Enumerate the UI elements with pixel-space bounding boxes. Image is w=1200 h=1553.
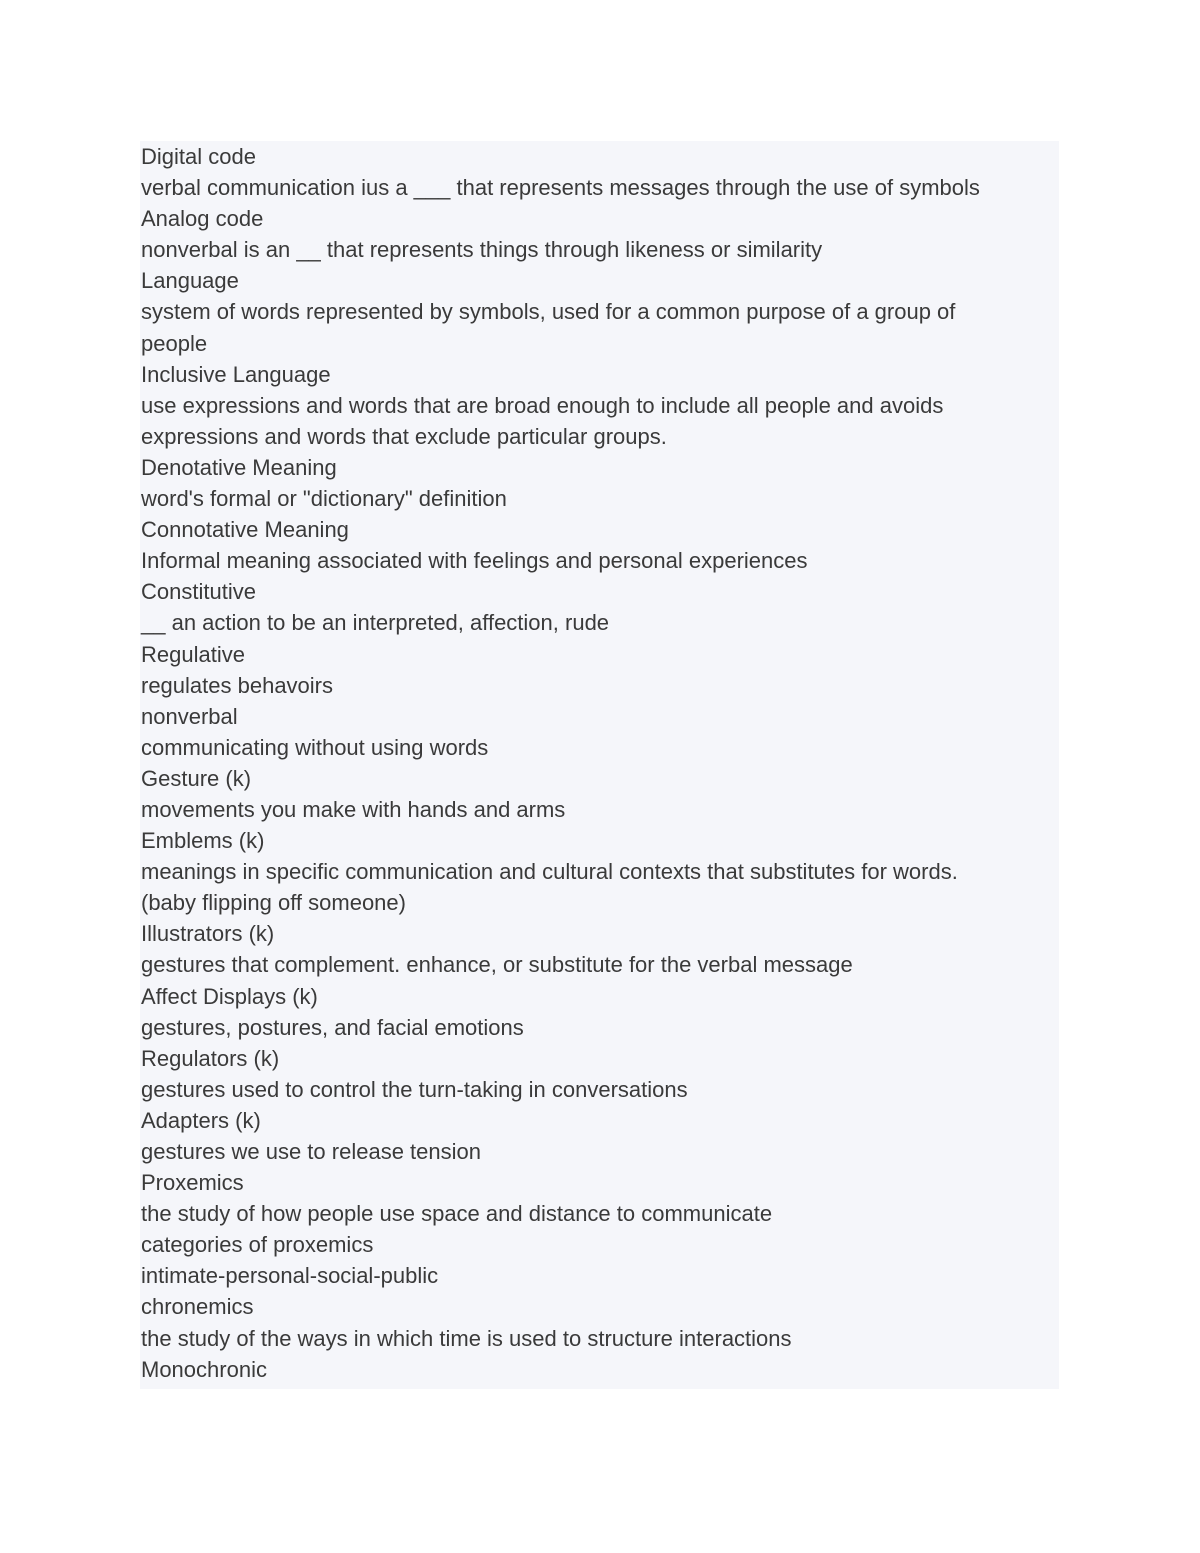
text-line: nonverbal [141,703,238,729]
text-line: Affect Displays (k) [141,983,318,1009]
text-line: the study of how people use space and distance to communicate [141,1201,773,1227]
text-line: regulates behavoirs [141,672,334,698]
text-line: communicating without using words [141,734,489,760]
text-line: gestures used to control the turn-taking in conversations [141,1076,688,1102]
text-line: Denotative Meaning [141,454,337,480]
text-line: meanings in specific communication and cultural contexts that substitutes for words. [141,859,958,885]
text-line: system of words represented by symbols, used for a common purpose of a group of [141,299,956,325]
text-lines [141,141,1056,1385]
text-line: movements you make with hands and arms [141,796,566,822]
text-line: Regulative [141,641,245,667]
text-line: expressions and words that exclude particular groups. [141,423,667,449]
text-line: gestures we use to release tension [141,1139,481,1164]
text-line: Analog code [141,206,264,232]
text-line: Adapters (k) [141,1107,261,1133]
text-line: __ an action to be an interpreted, affection, rude [141,610,610,636]
document-text-block [140,141,1059,1389]
text-line: nonverbal is an __ that represents things through likeness or similarity [141,237,823,263]
text-line: Constitutive [141,579,256,605]
text-line: people [141,330,208,356]
text-line: Language [141,268,239,294]
text-line: Gesture (k) [141,765,252,791]
text-line: Connotative Meaning [141,517,349,543]
text-line: Digital code [141,144,256,169]
text-line: chronemics [141,1294,254,1320]
text-line: the study of the ways in which time is used to structure interactions [141,1325,792,1351]
text-line: Informal meaning associated with feelings and personal experiences [141,548,808,574]
text-line: Inclusive Language [141,361,331,387]
text-line: Emblems (k) [141,828,265,854]
text-line: intimate-personal-social-public [141,1263,439,1289]
text-line: Proxemics [141,1170,244,1196]
text-line: categories of proxemics [141,1232,374,1258]
text-line: Illustrators (k) [141,921,275,947]
text-line: gestures that complement. enhance, or substitute for the verbal message [141,952,853,978]
text-line: Regulators (k) [141,1045,280,1071]
text-line: (baby flipping off someone) [141,890,406,916]
text-line: use expressions and words that are broad enough to include all people and avoids [141,392,944,418]
text-line: word's formal or "dictionary" definition [141,486,507,512]
text-line: verbal communication ius a ___ that represents messages through the use of symbols [141,175,980,201]
text-line: gestures, postures, and facial emotions [141,1014,524,1040]
text-line: Monochronic [141,1356,267,1382]
